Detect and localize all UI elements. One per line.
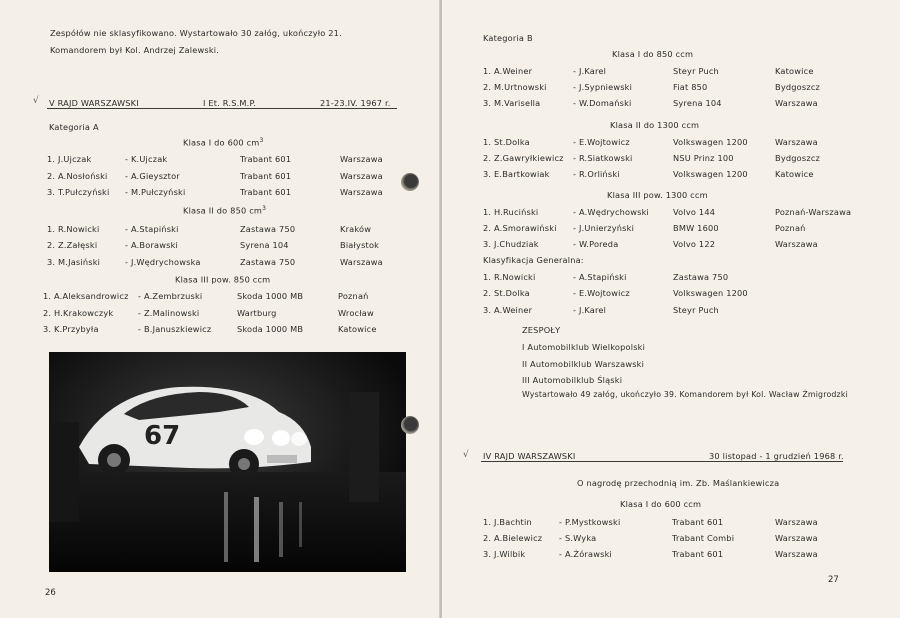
codriver: - A.Borawski xyxy=(125,240,179,250)
codriver: - A.Stapiński xyxy=(125,224,179,234)
codriver: - J.Karel xyxy=(573,305,607,315)
car: Volvo 122 xyxy=(673,239,716,249)
city: Warszawa xyxy=(775,549,818,559)
class-title: Klasa II do 850 $cm^3$ xyxy=(183,205,267,216)
team-item: III Automobilklub Śląski xyxy=(522,375,623,385)
driver: 1. A.Weiner xyxy=(483,66,533,76)
city: Kraków xyxy=(340,224,372,234)
city: Warszawa xyxy=(340,187,383,197)
rally-dates: 21-23.IV. 1967 r. xyxy=(320,98,391,108)
codriver: - E.Wojtowicz xyxy=(573,137,630,147)
city: Wrocław xyxy=(338,308,374,318)
codriver: - W.Poreda xyxy=(573,239,619,249)
codriver: - K.Ujczak xyxy=(125,154,168,164)
class-title: Klasa II do 1300 ccm xyxy=(610,120,700,130)
rally-underline xyxy=(47,108,397,109)
codriver: - R.Siatkowski xyxy=(573,153,633,163)
teams-heading: ZESPOŁY xyxy=(522,325,561,335)
rally-title: IV RAJD WARSZAWSKI xyxy=(483,451,576,461)
codriver: - M.Pułczyński xyxy=(125,187,186,197)
city: Warszawa xyxy=(775,517,818,527)
codriver: - B.Januszkiewicz xyxy=(138,324,212,334)
car: Syrena 104 xyxy=(240,240,289,250)
class-title: Klasa III pow. 850 ccm xyxy=(175,274,271,285)
car: Syrena 104 xyxy=(673,98,722,108)
driver: 1. R.Nowicki xyxy=(47,224,100,234)
driver: 1. R.Nowicki xyxy=(483,272,536,282)
car: Skoda 1000 MB xyxy=(237,291,304,301)
city: Katowice xyxy=(775,169,814,179)
car: Trabant Combi xyxy=(672,533,735,543)
car: Volkswagen 1200 xyxy=(673,137,748,147)
left-page xyxy=(0,0,440,618)
driver: 1. St.Dolka xyxy=(483,137,530,147)
driver: 2. Z.Załęski xyxy=(47,240,98,250)
driver: 3. E.Bartkowiak xyxy=(483,169,550,179)
city: Poznań xyxy=(775,223,806,233)
car: Trabant 601 xyxy=(672,549,724,559)
driver: 3. J.Wilbik xyxy=(483,549,526,559)
car: Volkswagen 1200 xyxy=(673,288,748,298)
car: Trabant 601 xyxy=(240,154,292,164)
driver: 1. H.Ruciński xyxy=(483,207,539,217)
car: Fiat 850 xyxy=(673,82,708,92)
car: Skoda 1000 MB xyxy=(237,324,304,334)
codriver: - A.Stapiński xyxy=(573,272,627,282)
driver: 1. A.Aleksandrowicz xyxy=(43,291,129,301)
award-line: O nagrodę przechodnią im. Zb. Maślankiewicza xyxy=(577,478,780,488)
car: BMW 1600 xyxy=(673,223,719,233)
codriver: - J.Unierzyński xyxy=(573,223,635,233)
codriver: - A.Gieysztor xyxy=(125,171,180,181)
general-classification-heading: Klasyfikacja Generalna: xyxy=(483,255,584,265)
driver: 2. St.Dolka xyxy=(483,288,530,298)
car: Zastawa 750 xyxy=(240,257,296,267)
class-title: Klasa I do 600 ccm xyxy=(620,499,702,509)
driver: 3. M.Jasiński xyxy=(47,257,101,267)
city: Warszawa xyxy=(340,257,383,267)
rally-car-photo xyxy=(49,352,406,572)
city: Warszawa xyxy=(775,533,818,543)
city: Bydgoszcz xyxy=(775,153,821,163)
rally-underline xyxy=(481,461,843,462)
class-title: Klasa III pow. 1300 ccm xyxy=(607,190,708,200)
city: Białystok xyxy=(340,240,380,250)
codriver: - S.Wyka xyxy=(559,533,597,543)
city: Warszawa xyxy=(340,154,383,164)
car: Zastawa 750 xyxy=(240,224,296,234)
punch-hole xyxy=(401,416,419,434)
codriver: - P.Mystkowski xyxy=(559,517,621,527)
intro-line-1: Zespółów nie sklasyfikowano. Wystartowało 30 załóg, ukończyło 21. xyxy=(50,28,342,38)
codriver: - J.Sypniewski xyxy=(573,82,633,92)
car: Steyr Puch xyxy=(673,66,719,76)
codriver: - J.Wędrychowska xyxy=(125,257,201,267)
driver: 2. A.Nosłoński xyxy=(47,171,108,181)
car: NSU Prinz 100 xyxy=(673,153,734,163)
right-page xyxy=(442,0,900,618)
city: Katowice xyxy=(338,324,377,334)
city: Warszawa xyxy=(775,98,818,108)
rally-dates: 30 listopad - 1 grudzień 1968 r. xyxy=(709,451,844,461)
driver: 3. A.Weiner xyxy=(483,305,533,315)
codriver: - W.Domański xyxy=(573,98,632,108)
car: Zastawa 750 xyxy=(673,272,729,282)
driver: 2. Z.Gawryłkiewicz xyxy=(483,153,564,163)
check-mark: √ xyxy=(33,96,39,106)
category-heading: Kategoria A xyxy=(49,122,99,132)
car: Volkswagen 1200 xyxy=(673,169,748,179)
driver: 3. M.Varisella xyxy=(483,98,541,108)
city: Warszawa xyxy=(340,171,383,181)
rally-title: V RAJD WARSZAWSKI xyxy=(49,98,139,108)
page-number: 27 xyxy=(828,575,839,585)
car: Wartburg xyxy=(237,308,277,318)
city: Warszawa xyxy=(775,137,818,147)
city: Poznań xyxy=(338,291,369,301)
car: Trabant 601 xyxy=(672,517,724,527)
team-item: I Automobilklub Wielkopolski xyxy=(522,342,646,352)
city: Katowice xyxy=(775,66,814,76)
codriver: - Z.Malinowski xyxy=(138,308,200,318)
driver: 2. A.Bielewicz xyxy=(483,533,543,543)
driver: 2. M.Urtnowski xyxy=(483,82,547,92)
codriver: - R.Orliński xyxy=(573,169,620,179)
codriver: - A.Wędrychowski xyxy=(573,207,650,217)
driver: 3. T.Pułczyński xyxy=(47,187,110,197)
team-item: II Automobilklub Warszawski xyxy=(522,359,645,369)
punch-hole xyxy=(401,173,419,191)
codriver: - A.Zembrzuski xyxy=(138,291,203,301)
city: Poznań-Warszawa xyxy=(775,207,852,217)
check-mark: √ xyxy=(463,450,469,460)
driver: 2. A.Smorawiński xyxy=(483,223,557,233)
class-title: Klasa I do 600 $cm^3$ xyxy=(183,137,264,148)
rally-series: I Et. R.S.M.P. xyxy=(203,98,257,108)
car: Volvo 144 xyxy=(673,207,716,217)
intro-line-2: Komandorem był Kol. Andrzej Zalewski. xyxy=(50,45,220,55)
car: Trabant 601 xyxy=(240,171,292,181)
class-title: Klasa I do 850 ccm xyxy=(612,49,694,59)
driver: 3. J.Chudziak xyxy=(483,239,539,249)
driver: 1. J.Bachtin xyxy=(483,517,532,527)
city: Bydgoszcz xyxy=(775,82,821,92)
car: Steyr Puch xyxy=(673,305,719,315)
city: Warszawa xyxy=(775,239,818,249)
car-number: 67 xyxy=(144,421,181,451)
car: Trabant 601 xyxy=(240,187,292,197)
codriver: - E.Wojtowicz xyxy=(573,288,630,298)
page-number: 26 xyxy=(45,588,56,598)
codriver: - J.Karel xyxy=(573,66,607,76)
summary-line: Wystartowało 49 załóg, ukończyło 39. Komandorem był Kol. Wacław Żmigrodzki xyxy=(522,390,848,399)
driver: 1. J.Ujczak xyxy=(47,154,92,164)
category-heading: Kategoria B xyxy=(483,33,533,43)
driver: 2. H.Krakowczyk xyxy=(43,308,114,318)
driver: 3. K.Przybyła xyxy=(43,324,99,334)
codriver: - A.Żórawski xyxy=(559,549,612,559)
